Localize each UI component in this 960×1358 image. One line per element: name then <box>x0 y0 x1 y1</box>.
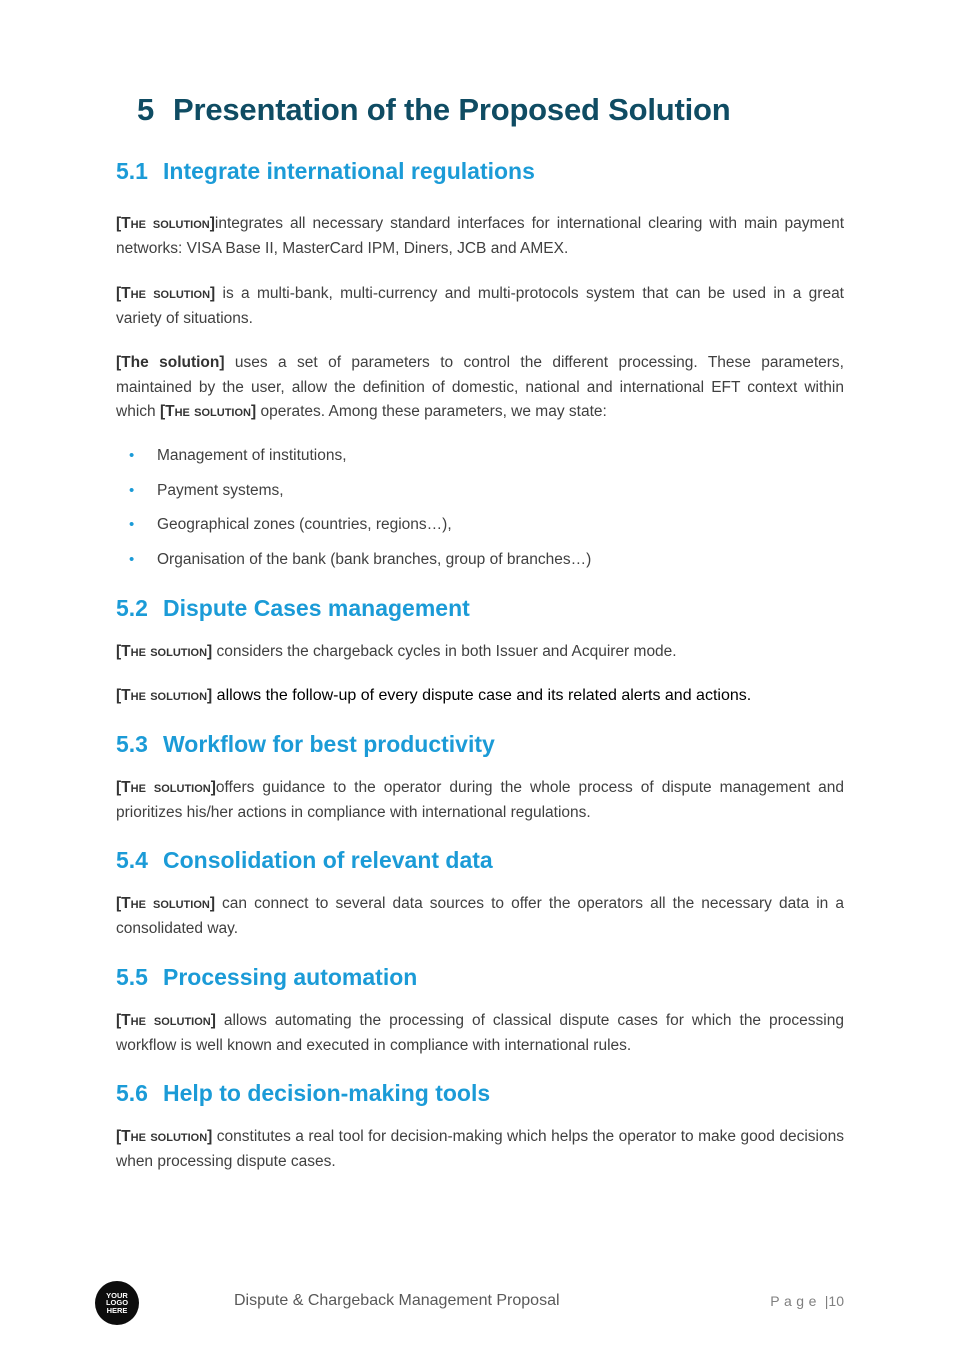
solution-placeholder: [The solution] <box>116 779 216 796</box>
subsection-number: 5.5 <box>116 964 148 990</box>
subsection-heading-5-6 <box>116 1080 490 1107</box>
page-number <box>770 1293 844 1309</box>
list-item-text: Organisation of the bank (bank branches, group of branches…) <box>157 550 592 568</box>
paragraph-text: allows automating the processing of classical dispute cases for which the processing workflow is well known and executed in compliance with international rules. <box>116 1012 844 1054</box>
page-label: Page <box>770 1293 821 1309</box>
subsection-number: 5.3 <box>116 731 148 757</box>
solution-placeholder: [The solution] <box>116 895 215 912</box>
subsection-number: 5.1 <box>116 158 148 184</box>
subsection-title: Dispute Cases management <box>163 595 470 621</box>
page-separator: | <box>824 1293 829 1309</box>
subsection-heading-5-5 <box>116 964 417 991</box>
paragraph-text: is a multi-bank, multi-currency and multi-protocols system that can be used in a great variety of situations. <box>116 285 844 327</box>
subsection-heading-5-1 <box>116 158 535 185</box>
solution-placeholder: [The solution] <box>116 643 213 660</box>
section-heading <box>137 92 731 128</box>
paragraph-text: integrates all necessary standard interfaces for international clearing with main payment networks: VISA Base II, MasterCard IPM, Diners, JCB and AMEX. <box>116 215 844 257</box>
section-number: 5 <box>137 92 155 127</box>
list-item-text: Geographical zones (countries, regions…), <box>157 516 452 533</box>
bullet-icon: • <box>129 550 135 568</box>
logo-text: YOUR <box>106 1290 128 1300</box>
paragraph-text: allows the follow-up of every dispute case and its related alerts and actions. <box>212 687 752 704</box>
paragraph-interfaces <box>116 212 844 261</box>
solution-placeholder: [The solution] <box>116 1128 213 1145</box>
solution-placeholder: [The solution] <box>159 403 257 420</box>
paragraph-decision-tools <box>116 1125 844 1174</box>
subsection-heading-5-3 <box>116 731 495 758</box>
bullet-icon: • <box>129 516 135 533</box>
subsection-title: Consolidation of relevant data <box>163 847 493 873</box>
list-item-text: Management of institutions, <box>157 447 347 464</box>
subsection-title: Help to decision-making tools <box>163 1080 491 1106</box>
paragraph-chargeback-cycles <box>116 640 844 665</box>
parameter-list <box>116 444 591 582</box>
paragraph-text: operates. Among these parameters, we may state: <box>256 403 607 420</box>
paragraph-text: constitutes a real tool for decision-making which helps the operator to make good decisions when processing dispute cases. <box>116 1128 844 1170</box>
list-item-text: Payment systems, <box>157 481 284 499</box>
list-item <box>116 513 591 548</box>
subsection-title: Workflow for best productivity <box>163 731 495 757</box>
paragraph-multibank <box>116 282 844 331</box>
solution-placeholder: [The solution] <box>116 687 213 704</box>
logo <box>95 1281 139 1325</box>
bullet-icon: • <box>129 481 135 499</box>
paragraph-follow-up <box>116 684 844 709</box>
list-item <box>116 444 591 479</box>
solution-placeholder: [The solution] <box>116 1012 216 1029</box>
footer-document-title: Dispute & Chargeback Management Proposal <box>234 1292 560 1309</box>
list-item <box>116 548 591 583</box>
subsection-number: 5.2 <box>116 595 148 621</box>
page-number-value: 10 <box>828 1293 844 1309</box>
solution-placeholder: [The solution] <box>116 285 216 302</box>
paragraph-data-sources <box>116 892 844 941</box>
logo-text: LOGO <box>105 1298 129 1308</box>
section-title: Presentation of the Proposed Solution <box>173 92 731 127</box>
paragraph-text: uses a set of parameters to control the different processing. These parameters, maintained by the user, allow the definition of domestic, national and international EFT context within which <box>116 354 844 420</box>
subsection-heading-5-4 <box>116 847 493 874</box>
logo-text: HERE <box>106 1305 128 1315</box>
paragraph-text: offers guidance to the operator during the whole process of dispute management and prioritizes his/her actions in compliance with international regulations. <box>116 779 844 821</box>
paragraph-text: considers the chargeback cycles in both Issuer and Acquirer mode. <box>212 643 677 660</box>
bullet-icon: • <box>129 447 135 464</box>
paragraph-automation <box>116 1009 844 1058</box>
subsection-heading-5-2 <box>116 595 470 622</box>
list-item <box>116 479 591 514</box>
subsection-number: 5.4 <box>116 847 148 873</box>
solution-placeholder: [The solution] <box>116 354 225 371</box>
subsection-title: Integrate international regulations <box>163 158 535 184</box>
paragraph-parameters <box>116 351 844 425</box>
solution-placeholder: [The solution] <box>116 215 215 232</box>
paragraph-text: can connect to several data sources to offer the operators all the necessary data in a consolidated way. <box>116 895 844 937</box>
subsection-title: Processing automation <box>163 964 418 990</box>
paragraph-guidance <box>116 776 844 825</box>
subsection-number: 5.6 <box>116 1080 148 1106</box>
